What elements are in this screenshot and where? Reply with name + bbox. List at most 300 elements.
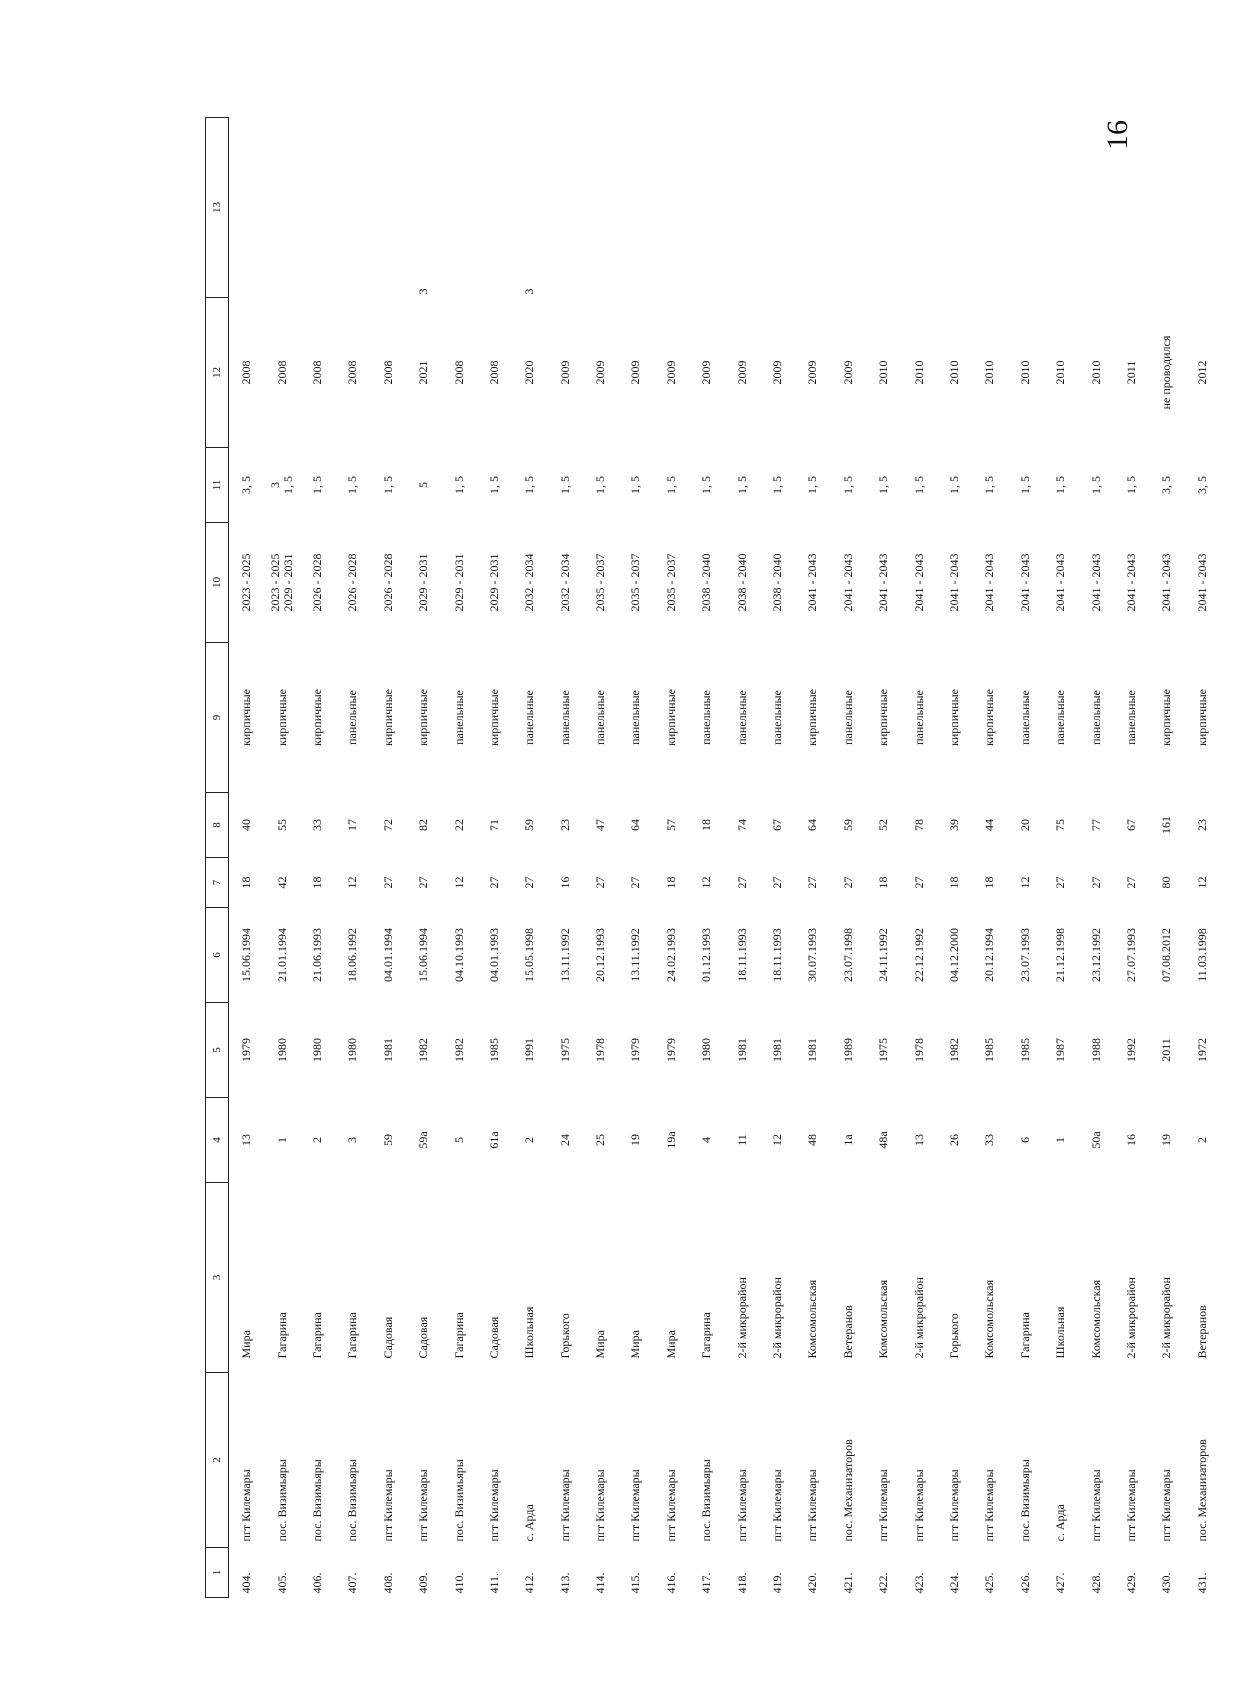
street-cell: 2-й микрорайон — [911, 1277, 926, 1359]
year-cell: 1978 — [911, 1038, 926, 1062]
street-cell: Садовая — [416, 1316, 431, 1359]
col7-cell: 27 — [770, 876, 785, 889]
period-cell: 2041 - 2043 — [982, 553, 997, 612]
col8-cell: 20 — [1017, 819, 1032, 831]
year-cell: 1975 — [876, 1038, 891, 1062]
col8-cell: 72 — [380, 819, 395, 831]
col13-cell — [972, 118, 1007, 298]
locality-cell: пгт Килемары — [663, 1469, 678, 1542]
col12-cell: 2009 — [734, 360, 749, 385]
locality-cell: пгт Килемары — [1088, 1469, 1103, 1542]
col11-cell: 3, 5 — [1194, 476, 1209, 494]
locality-cell: пгт Килемары — [805, 1469, 820, 1542]
house-number-cell: 48а — [876, 1131, 891, 1149]
house-number-cell: 1 — [274, 1137, 289, 1143]
street-cell: Комсомольская — [982, 1279, 997, 1359]
street-cell: 2-й микрорайон — [1123, 1277, 1138, 1359]
street-cell: Горького — [557, 1313, 572, 1359]
col11-cell: 1, 5 — [982, 476, 997, 494]
material-cell: кирпичные — [805, 689, 820, 746]
year-cell: 1982 — [416, 1038, 431, 1062]
column-header: 5 — [206, 1003, 229, 1098]
period-cell: 2041 - 2043 — [1159, 553, 1174, 612]
locality-cell: пгт Килемары — [628, 1469, 643, 1542]
period-cell: 2038 - 2040 — [699, 553, 714, 612]
locality-cell: пгт Килемары — [416, 1469, 431, 1542]
col7-cell: 27 — [522, 876, 537, 889]
col11-cell: 1, 5 — [699, 476, 714, 494]
col13-cell — [1043, 118, 1078, 298]
row-number: 431. — [1194, 1572, 1209, 1594]
col11-cell: 3 1, 5 — [268, 476, 296, 494]
material-cell: панельные — [1088, 690, 1103, 745]
col13-cell — [618, 118, 653, 298]
period-cell: 2023 - 2025 — [239, 553, 254, 612]
period-cell: 2041 - 2043 — [911, 553, 926, 612]
house-number-cell: 12 — [770, 1134, 785, 1146]
col7-cell: 27 — [628, 876, 643, 889]
row-number: 418. — [734, 1572, 749, 1594]
street-cell: 2-й микрорайон — [734, 1277, 749, 1359]
year-cell: 1991 — [522, 1038, 537, 1062]
col11-cell: 1, 5 — [663, 476, 678, 494]
period-cell: 2038 - 2040 — [770, 553, 785, 612]
col13-cell — [831, 118, 866, 298]
col8-cell: 57 — [663, 819, 678, 831]
table-row — [1008, 118, 1043, 1598]
col12-cell: 2010 — [1017, 360, 1032, 385]
street-cell: Комсомольская — [876, 1279, 891, 1359]
col8-cell: 64 — [805, 819, 820, 831]
col11-cell: 1, 5 — [1017, 476, 1032, 494]
col11-cell: 1, 5 — [380, 476, 395, 494]
col13-cell — [1185, 118, 1220, 298]
table-row — [937, 118, 972, 1598]
col7-cell: 18 — [947, 876, 961, 889]
col12-cell: 2008 — [345, 360, 360, 385]
col7-cell: 18 — [309, 876, 324, 889]
year-cell: 1982 — [947, 1038, 961, 1062]
year-cell: 1978 — [593, 1038, 608, 1062]
table-row — [618, 118, 653, 1598]
table-row — [831, 118, 866, 1598]
date-cell: 18.06.1992 — [345, 928, 360, 982]
material-cell: панельные — [345, 690, 360, 745]
street-cell: Садовая — [486, 1316, 501, 1359]
table-row — [548, 118, 583, 1598]
col7-cell: 18 — [982, 876, 997, 889]
column-header: 13 — [206, 118, 229, 298]
row-number: 420. — [805, 1572, 820, 1594]
table-row — [264, 118, 299, 1598]
col12-cell: 2008 — [380, 360, 395, 385]
year-cell: 1980 — [699, 1038, 714, 1062]
period-cell: 2041 - 2043 — [1194, 553, 1209, 612]
col12-cell: 2012 — [1194, 360, 1209, 385]
col11-cell: 1, 5 — [911, 476, 926, 494]
col8-cell: 55 — [274, 819, 289, 831]
col13-cell: 3 — [416, 288, 431, 295]
col11-cell: 3, 5 — [1159, 476, 1174, 494]
row-number: 416. — [663, 1572, 678, 1594]
material-cell: кирпичные — [380, 689, 395, 746]
col11-cell: 1, 5 — [734, 476, 749, 494]
year-cell: 1982 — [451, 1038, 466, 1062]
year-cell: 1979 — [663, 1038, 678, 1062]
street-cell: Мира — [593, 1330, 608, 1359]
year-cell: 1980 — [345, 1038, 360, 1062]
period-cell: 2041 - 2043 — [947, 553, 961, 612]
material-cell: кирпичные — [239, 689, 254, 746]
col12-cell: не проводился — [1159, 335, 1174, 410]
date-cell: 11.03.1998 — [1194, 928, 1209, 982]
col13-cell — [795, 118, 830, 298]
row-number: 427. — [1053, 1572, 1068, 1594]
material-cell: кирпичные — [876, 689, 891, 746]
col13-cell — [866, 118, 901, 298]
year-cell: 2011 — [1159, 1038, 1174, 1062]
house-number-cell: 1 — [1053, 1137, 1068, 1143]
col12-cell: 2011 — [1123, 360, 1138, 385]
col11-cell: 1, 5 — [486, 476, 501, 494]
street-cell: Гагарина — [345, 1312, 360, 1359]
street-cell: Гагарина — [699, 1312, 714, 1359]
row-number: 429. — [1123, 1572, 1138, 1594]
year-cell: 1985 — [1017, 1038, 1032, 1062]
material-cell: панельные — [770, 690, 785, 745]
col7-cell: 12 — [1017, 876, 1032, 889]
period-cell: 2023 - 2025 2029 - 2031 — [268, 553, 296, 612]
period-cell: 2041 - 2043 — [805, 553, 820, 612]
col8-cell: 40 — [239, 819, 254, 831]
col12-cell: 2009 — [557, 360, 572, 385]
table-row — [512, 118, 547, 1598]
year-cell: 1975 — [557, 1038, 572, 1062]
material-cell: панельные — [522, 690, 537, 745]
material-cell: кирпичные — [1194, 689, 1209, 746]
column-header: 10 — [206, 523, 229, 643]
street-cell: Школьная — [1053, 1306, 1068, 1359]
row-number: 428. — [1088, 1572, 1103, 1594]
street-cell: Садовая — [380, 1316, 395, 1359]
house-number-cell: 50а — [1088, 1131, 1103, 1149]
row-number: 424. — [947, 1572, 961, 1594]
col13-cell — [724, 118, 759, 298]
year-cell: 1981 — [770, 1038, 785, 1062]
table-row — [371, 118, 406, 1598]
table-row — [972, 118, 1007, 1598]
table-row — [654, 118, 689, 1598]
col8-cell: 78 — [911, 819, 926, 831]
row-number: 408. — [380, 1572, 395, 1594]
col7-cell: 12 — [1194, 876, 1209, 889]
col8-cell: 59 — [522, 819, 537, 831]
house-number-cell: 61а — [486, 1131, 501, 1149]
row-number: 417. — [699, 1572, 714, 1594]
col12-cell: 2010 — [876, 360, 891, 385]
street-cell: Мира — [663, 1330, 678, 1359]
col8-cell: 18 — [699, 819, 714, 831]
locality-cell: пос. Визимьяры — [699, 1459, 714, 1542]
table-row — [795, 118, 830, 1598]
year-cell: 1980 — [274, 1038, 289, 1062]
date-cell: 24.02.1993 — [663, 928, 678, 982]
row-number: 422. — [876, 1572, 891, 1594]
col7-cell: 27 — [805, 876, 820, 889]
table-row — [1114, 118, 1149, 1598]
col7-cell: 27 — [380, 876, 395, 889]
row-number: 430. — [1159, 1572, 1174, 1594]
col11-cell: 1, 5 — [309, 476, 324, 494]
date-cell: 23.12.1992 — [1088, 928, 1103, 982]
column-header: 6 — [206, 908, 229, 1003]
street-cell: Комсомольская — [805, 1279, 820, 1359]
house-number-cell: 19 — [1159, 1134, 1174, 1146]
street-cell: Гагарина — [274, 1312, 289, 1359]
street-cell: 2-й микрорайон — [1159, 1277, 1174, 1359]
row-number: 404. — [239, 1572, 254, 1594]
period-cell: 2026 - 2028 — [309, 553, 324, 612]
col13-cell — [371, 118, 406, 298]
col13-cell — [1078, 118, 1113, 298]
col7-cell: 12 — [451, 876, 466, 889]
date-cell: 04.12.2000 — [947, 928, 961, 982]
street-cell: Ветеранов — [840, 1305, 855, 1359]
col13-cell — [229, 118, 265, 298]
row-number: 409. — [416, 1572, 431, 1594]
column-header-row — [206, 118, 229, 1598]
date-cell: 18.11.1993 — [734, 928, 749, 982]
col8-cell: 59 — [840, 819, 855, 831]
table-row — [406, 118, 441, 1598]
col7-cell: 27 — [734, 876, 749, 889]
house-number-cell: 19а — [663, 1131, 678, 1149]
date-cell: 15.05.1998 — [522, 928, 537, 982]
street-cell: Мира — [239, 1330, 254, 1359]
col12-cell: 2009 — [593, 360, 608, 385]
locality-cell: пгт Килемары — [876, 1469, 891, 1542]
table-row — [583, 118, 618, 1598]
col8-cell: 23 — [1194, 819, 1209, 831]
year-cell: 1988 — [1088, 1038, 1103, 1062]
col7-cell: 18 — [876, 876, 891, 889]
row-number: 423. — [911, 1572, 926, 1594]
col7-cell: 27 — [1088, 876, 1103, 889]
year-cell: 1981 — [380, 1038, 395, 1062]
date-cell: 15.06.1994 — [416, 928, 431, 982]
row-number: 421. — [840, 1572, 855, 1594]
street-cell: Комсомольская — [1088, 1279, 1103, 1359]
house-number-cell: 5 — [451, 1137, 466, 1143]
year-cell: 1987 — [1053, 1038, 1068, 1062]
col12-cell: 2021 — [416, 360, 431, 385]
year-cell: 1980 — [309, 1038, 324, 1062]
date-cell: 21.12.1998 — [1053, 928, 1068, 982]
table-row — [1078, 118, 1113, 1598]
locality-cell: пос. Механизаторов — [840, 1439, 855, 1542]
locality-cell: пос. Механизаторов — [1194, 1439, 1209, 1542]
table-row — [866, 118, 901, 1598]
col7-cell: 18 — [239, 876, 254, 889]
col13-cell — [937, 118, 972, 298]
col8-cell: 44 — [982, 819, 997, 831]
col12-cell: 2020 — [522, 360, 537, 385]
date-cell: 22.12.1992 — [911, 928, 926, 982]
col8-cell: 161 — [1159, 816, 1174, 834]
col8-cell: 17 — [345, 819, 360, 831]
row-number: 413. — [557, 1572, 572, 1594]
col7-cell: 18 — [663, 876, 678, 889]
period-cell: 2041 - 2043 — [1017, 553, 1032, 612]
house-number-cell: 16 — [1123, 1134, 1138, 1146]
col8-cell: 52 — [876, 819, 891, 831]
material-cell: кирпичные — [486, 689, 501, 746]
col8-cell: 77 — [1088, 819, 1103, 831]
data-table — [205, 117, 1220, 1598]
col13-cell — [1008, 118, 1043, 298]
col8-cell: 64 — [628, 819, 643, 831]
street-cell: Школьная — [522, 1306, 537, 1359]
material-cell: кирпичные — [1159, 689, 1174, 746]
locality-cell: пгт Килемары — [557, 1469, 572, 1542]
row-number: 405. — [274, 1572, 289, 1594]
housing-table — [205, 118, 1240, 1598]
col11-cell: 1, 5 — [557, 476, 572, 494]
col8-cell: 22 — [451, 819, 466, 831]
col11-cell: 1, 5 — [1088, 476, 1103, 494]
col11-cell: 1, 5 — [593, 476, 608, 494]
locality-cell: пос. Визимьяры — [309, 1459, 324, 1542]
table-row — [441, 118, 476, 1598]
table-row — [1043, 118, 1078, 1598]
locality-cell: пгт Килемары — [486, 1469, 501, 1542]
house-number-cell: 48 — [805, 1134, 820, 1146]
table-row — [229, 118, 265, 1598]
street-cell: Гагарина — [309, 1312, 324, 1359]
period-cell: 2032 - 2034 — [522, 553, 537, 612]
row-number: 410. — [451, 1572, 466, 1594]
table-row — [901, 118, 936, 1598]
material-cell: панельные — [734, 690, 749, 745]
row-number: 426. — [1017, 1572, 1032, 1594]
table-body — [229, 118, 1220, 1598]
col12-cell: 2009 — [805, 360, 820, 385]
locality-cell: пос. Визимьяры — [451, 1459, 466, 1542]
street-cell: Гагарина — [1017, 1312, 1032, 1359]
col12-cell: 2010 — [947, 360, 961, 385]
date-cell: 04.01.1994 — [380, 928, 395, 982]
house-number-cell: 19 — [628, 1134, 643, 1146]
page-number: 16 — [1101, 120, 1134, 150]
date-cell: 13.11.1992 — [628, 928, 643, 982]
column-header: 9 — [206, 643, 229, 793]
year-cell: 1972 — [1194, 1038, 1209, 1062]
row-number: 411. — [486, 1572, 501, 1594]
material-cell: панельные — [593, 690, 608, 745]
col8-cell: 67 — [770, 819, 785, 831]
col11-cell: 1, 5 — [451, 476, 466, 494]
col13-cell: 3 — [522, 288, 537, 295]
table-row — [300, 118, 335, 1598]
column-header: 7 — [206, 858, 229, 908]
col13-cell — [335, 118, 370, 298]
material-cell: панельные — [628, 690, 643, 745]
house-number-cell: 33 — [982, 1134, 997, 1146]
material-cell: панельные — [451, 690, 466, 745]
col13-cell — [689, 118, 724, 298]
col13-cell — [901, 118, 936, 298]
col12-cell: 2009 — [770, 360, 785, 385]
street-cell: Гагарина — [451, 1312, 466, 1359]
period-cell: 2041 - 2043 — [840, 553, 855, 612]
material-cell: кирпичные — [416, 689, 431, 746]
col11-cell: 1, 5 — [805, 476, 820, 494]
locality-cell: пгт Килемары — [239, 1469, 254, 1542]
material-cell: панельные — [1017, 690, 1032, 745]
date-cell: 20.12.1993 — [593, 928, 608, 982]
col12-cell: 2008 — [274, 360, 289, 385]
table-row — [335, 118, 370, 1598]
house-number-cell: 3 — [345, 1137, 360, 1143]
locality-cell: пгт Килемары — [1123, 1469, 1138, 1542]
period-cell: 2038 - 2040 — [734, 553, 749, 612]
table-row — [477, 118, 512, 1598]
locality-cell: с. Арда — [522, 1504, 537, 1542]
col13-cell — [583, 118, 618, 298]
period-cell: 2035 - 2037 — [593, 553, 608, 612]
period-cell: 2029 - 2031 — [451, 553, 466, 612]
column-header: 2 — [206, 1373, 229, 1548]
date-cell: 27.07.1993 — [1123, 928, 1138, 982]
col13-cell — [1149, 118, 1184, 298]
col13-cell — [264, 118, 299, 298]
col7-cell: 80 — [1159, 876, 1174, 889]
row-number: 425. — [982, 1572, 997, 1594]
col11-cell: 1, 5 — [345, 476, 360, 494]
date-cell: 01.12.1993 — [699, 928, 714, 982]
date-cell: 30.07.1993 — [805, 928, 820, 982]
year-cell: 1979 — [628, 1038, 643, 1062]
year-cell: 1989 — [840, 1038, 855, 1062]
table-row — [1185, 118, 1220, 1598]
col7-cell: 12 — [699, 876, 714, 889]
date-cell: 20.12.1994 — [982, 928, 997, 982]
house-number-cell: 1а — [840, 1134, 855, 1146]
col12-cell: 2010 — [1053, 360, 1068, 385]
material-cell: панельные — [840, 690, 855, 745]
col12-cell: 2010 — [982, 360, 997, 385]
year-cell: 1981 — [805, 1038, 820, 1062]
col12-cell: 2009 — [699, 360, 714, 385]
material-cell: панельные — [911, 690, 926, 745]
locality-cell: пос. Визимьяры — [345, 1459, 360, 1542]
date-cell: 15.06.1994 — [239, 928, 254, 982]
period-cell: 2032 - 2034 — [557, 553, 572, 612]
col12-cell: 2008 — [486, 360, 501, 385]
col12-cell: 2009 — [840, 360, 855, 385]
date-cell: 21.01.1994 — [274, 928, 289, 982]
period-cell: 2026 - 2028 — [345, 553, 360, 612]
col12-cell: 2008 — [451, 360, 466, 385]
table-row — [760, 118, 795, 1598]
col8-cell: 39 — [947, 819, 961, 831]
house-number-cell: 26 — [947, 1134, 961, 1146]
col7-cell: 12 — [345, 876, 360, 889]
street-cell: 2-й микрорайон — [770, 1277, 785, 1359]
house-number-cell: 25 — [593, 1134, 608, 1146]
locality-cell: пгт Килемары — [734, 1469, 749, 1542]
col12-cell: 2008 — [309, 360, 324, 385]
